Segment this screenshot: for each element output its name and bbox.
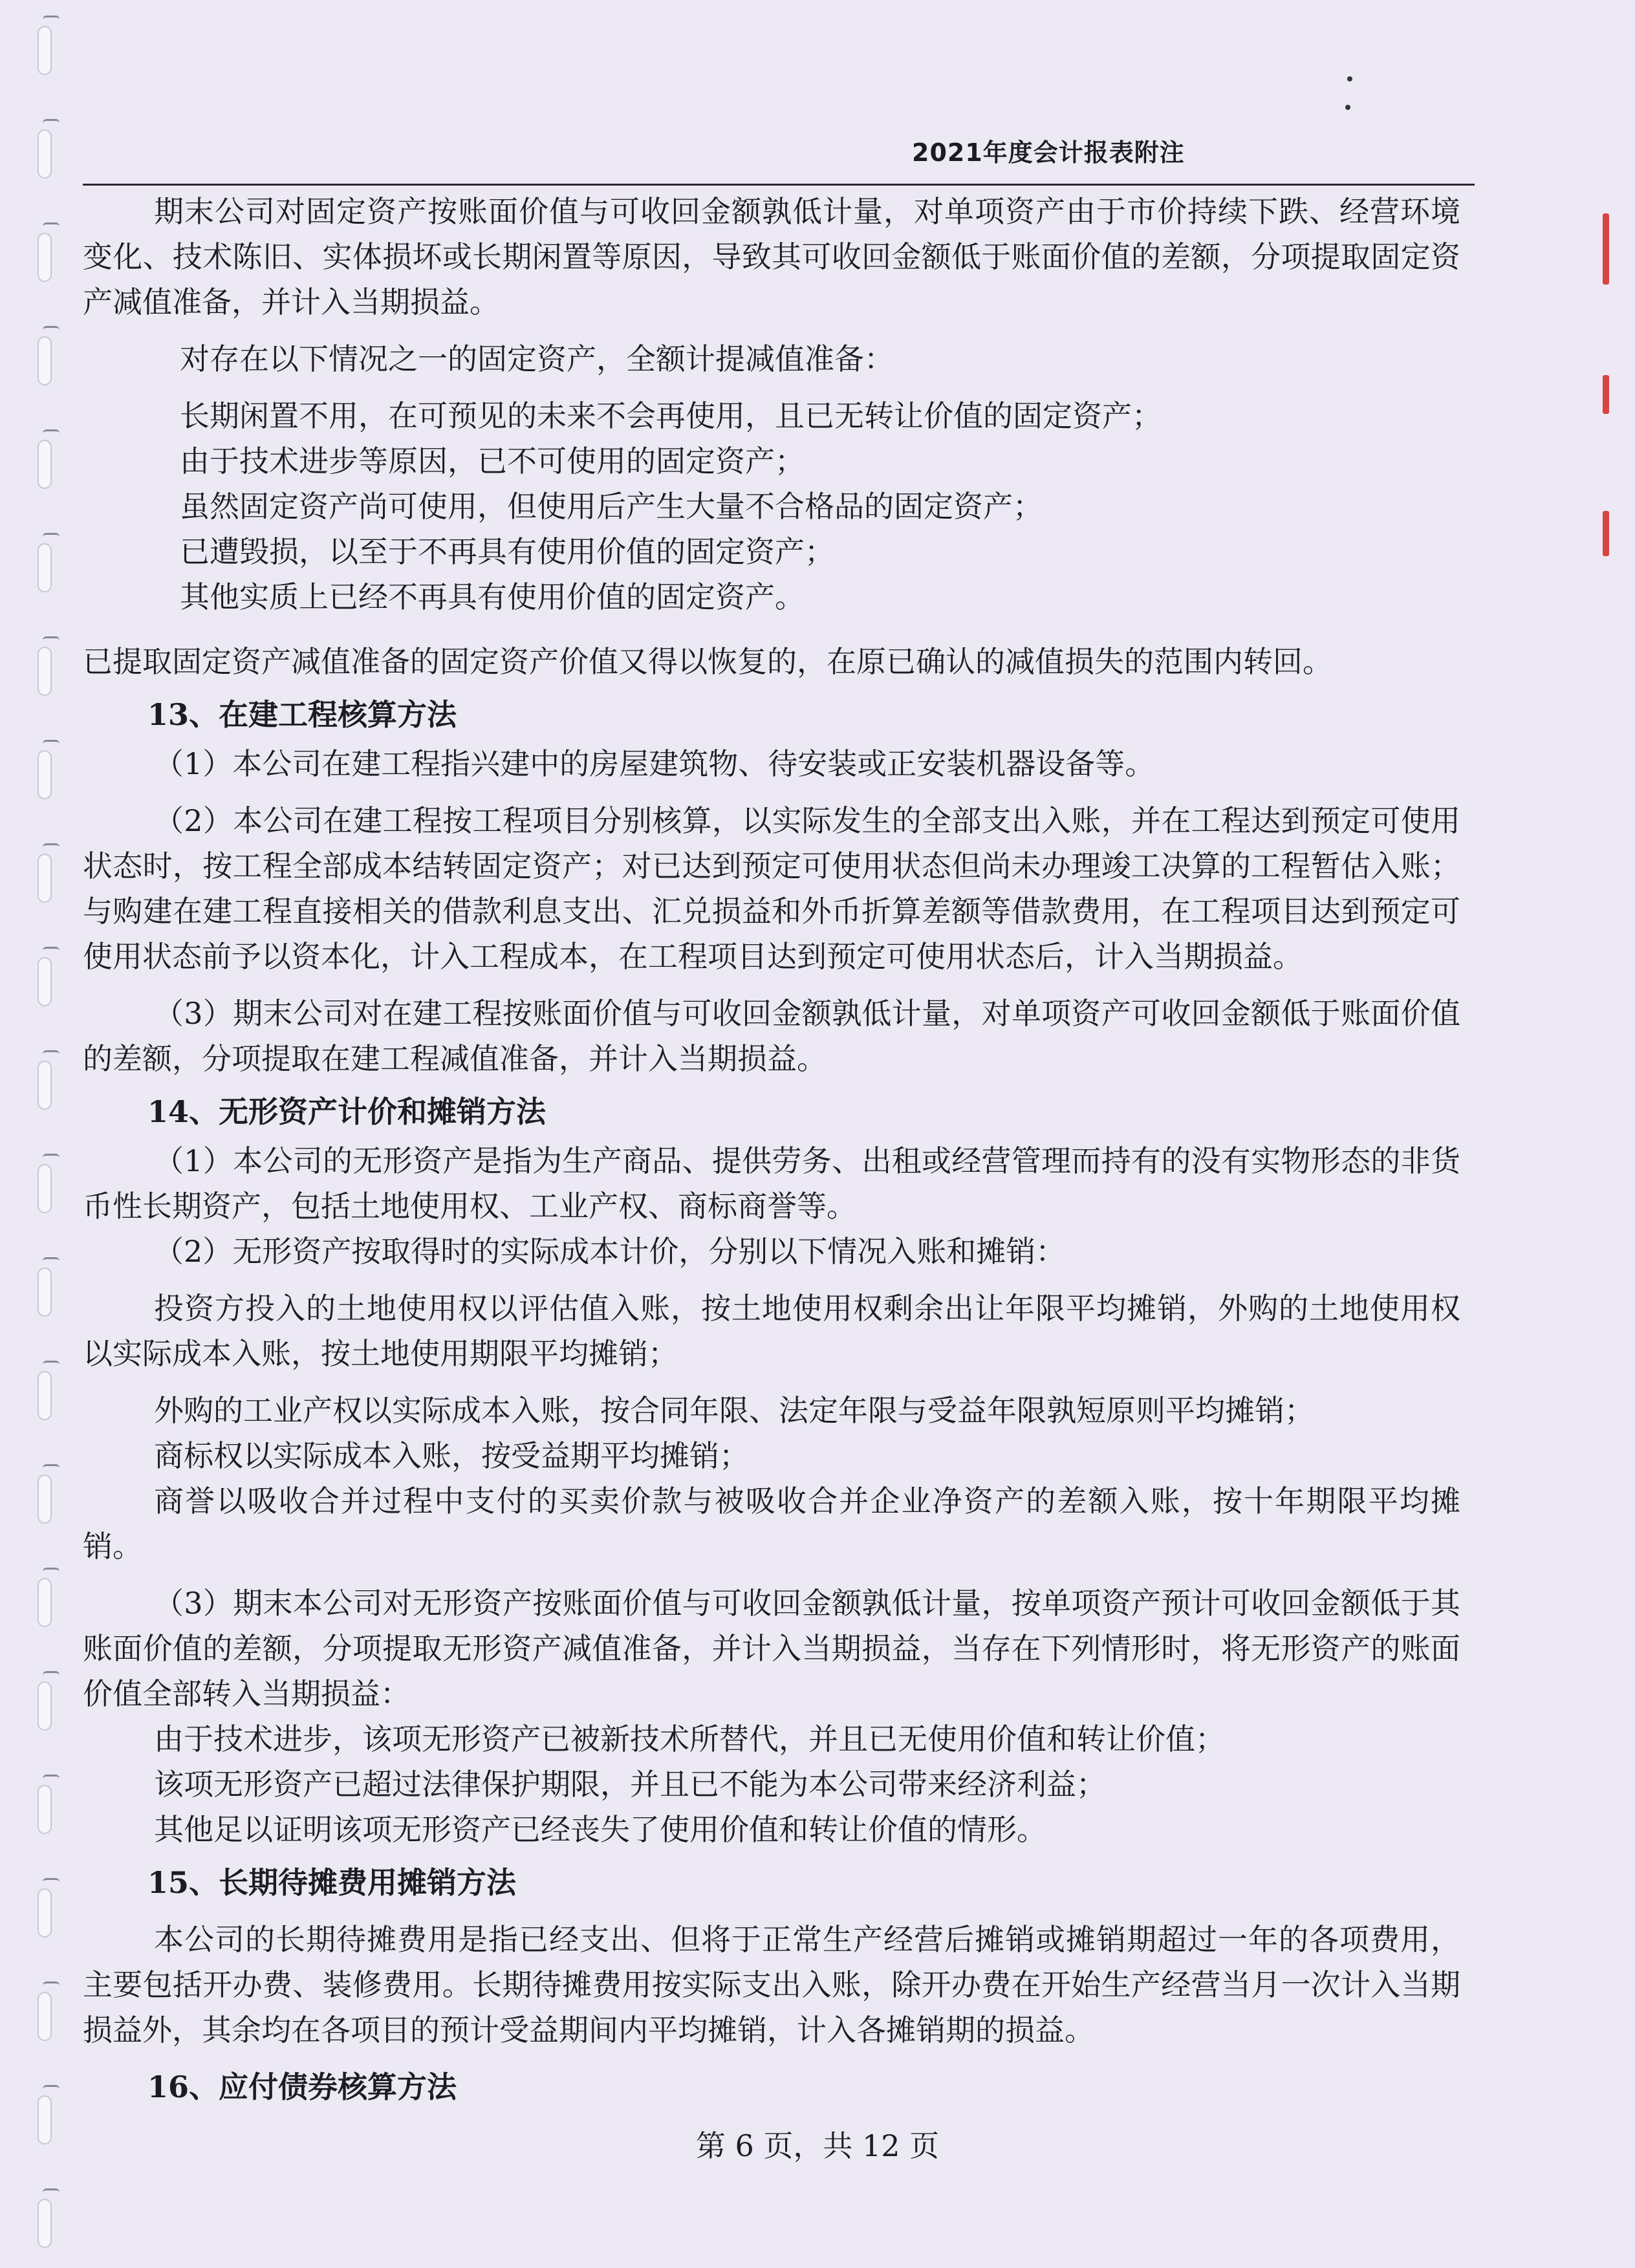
paragraph: 已提取固定资产减值准备的固定资产价值又得以恢复的，在原已确认的减值损失的范围内转回。 — [83, 644, 1332, 679]
scan-speck — [1345, 105, 1350, 110]
binding-hole — [38, 1681, 52, 1731]
section-heading-15: 15、长期待摊费用摊销方法 — [147, 1865, 517, 1900]
binding-hole — [38, 543, 52, 592]
binding-hole — [38, 233, 52, 282]
paragraph: （1）本公司在建工程指兴建中的房屋建筑物、待安装或正安装机器设备等。 — [154, 746, 1155, 781]
binding-hole — [38, 1371, 52, 1420]
paragraph: （3）期末公司对在建工程按账面价值与可收回金额孰低计量，对单项资产可收回金额低于账面价值的差额，分项提取在建工程减值准备，并计入当期损益。 — [83, 996, 1460, 1076]
list-item: 其他实质上已经不再具有使用价值的固定资产。 — [180, 579, 805, 614]
binding-hole — [38, 1164, 52, 1213]
binding-hole — [38, 26, 52, 75]
page-header-title: 2021年度会计报表附注 — [912, 138, 1185, 167]
section-heading-14: 14、无形资产计价和摊销方法 — [147, 1094, 547, 1129]
binding-hole — [38, 1888, 52, 1938]
page-footer-number: 第 6 页，共 12 页 — [695, 2128, 940, 2163]
header-rule — [83, 184, 1475, 186]
binding-hole — [38, 2199, 52, 2248]
binding-hole — [38, 957, 52, 1006]
binding-hole — [38, 440, 52, 489]
list-item: 由于技术进步，该项无形资产已被新技术所替代，并且已无使用价值和转让价值； — [154, 1722, 1225, 1756]
paragraph: 商誉以吸收合并过程中支付的买卖价款与被吸收合并企业净资产的差额入账，按十年期限平均摊销。 — [83, 1484, 1460, 1564]
list-item: 该项无形资产已超过法律保护期限，并且已不能为本公司带来经济利益； — [154, 1767, 1106, 1802]
paragraph: 外购的工业产权以实际成本入账，按合同年限、法定年限与受益年限孰短原则平均摊销； — [154, 1393, 1314, 1428]
list-item: 虽然固定资产尚可使用，但使用后产生大量不合格品的固定资产； — [180, 489, 1043, 524]
paragraph: 投资方投入的土地使用权以评估值入账，按土地使用权剩余出让年限平均摊销，外购的土地使用权以实际成本入账，按土地使用期限平均摊销； — [83, 1291, 1460, 1371]
paragraph: 本公司的长期待摊费用是指已经支出、但将于正常生产经营后摊销或摊销期超过一年的各项费用，主要包括开办费、装修费用。长期待摊费用按实际支出入账，除开办费在开始生产经营当月一次计入当期损益外，其余均在各项目的预计受益期间内平均摊销，计入各摊销期的损益。 — [83, 1922, 1460, 2047]
binding-hole — [38, 1474, 52, 1524]
paragraph: 期末公司对固定资产按账面价值与可收回金额孰低计量，对单项资产由于市价持续下跌、经营环境变化、技术陈旧、实体损坏或长期闲置等原因，导致其可收回金额低于账面价值的差额，分项提取固定资产减值准备，并计入当期损益。 — [83, 194, 1460, 319]
binding-hole — [38, 750, 52, 799]
paragraph: （2）无形资产按取得时的实际成本计价，分别以下情况入账和摊销： — [154, 1234, 1066, 1269]
binding-hole — [38, 1268, 52, 1317]
list-item: 长期闲置不用，在可预见的未来不会再使用，且已无转让价值的固定资产； — [180, 398, 1162, 433]
binding-holes — [12, 0, 70, 2268]
paragraph: 对存在以下情况之一的固定资产，全额计提减值准备： — [180, 341, 894, 376]
binding-hole — [38, 129, 52, 178]
section-heading-16: 16、应付债券核算方法 — [147, 2069, 457, 2104]
binding-hole — [38, 1992, 52, 2041]
section-heading-13: 13、在建工程核算方法 — [147, 697, 457, 732]
paragraph: （2）本公司在建工程按工程项目分别核算，以实际发生的全部支出入账，并在工程达到预定可使用状态时，按工程全部成本结转固定资产；对已达到预定可使用状态但尚未办理竣工决算的工程暂估入账；与购建在建工程直接相关的借款利息支出、汇兑损益和外币折算差额等借款费用，在工程项目达到预定可使用状态前予以资本化，计入工程成本，在工程项目达到预定可使用状态后，计入当期损益。 — [83, 803, 1460, 974]
list-item: 其他足以证明该项无形资产已经丧失了使用价值和转让价值的情形。 — [154, 1812, 1046, 1847]
paragraph: （3）期末本公司对无形资产按账面价值与可收回金额孰低计量，按单项资产预计可收回金额低于其账面价值的差额，分项提取无形资产减值准备，并计入当期损益，当存在下列情形时，将无形资产的账面价值全部转入当期损益： — [83, 1586, 1460, 1711]
list-item: 已遭毁损，以至于不再具有使用价值的固定资产； — [180, 534, 834, 569]
paragraph: （1）本公司的无形资产是指为生产商品、提供劳务、出租或经营管理而持有的没有实物形态的非货币性长期资产，包括土地使用权、工业产权、商标商誉等。 — [83, 1143, 1460, 1224]
binding-hole — [38, 1785, 52, 1834]
binding-hole — [38, 336, 52, 385]
binding-hole — [38, 647, 52, 696]
paragraph: 商标权以实际成本入账，按受益期平均摊销； — [154, 1438, 749, 1473]
binding-hole — [38, 854, 52, 903]
document-body — [83, 189, 1460, 2113]
scan-speck — [1347, 76, 1352, 81]
list-item: 由于技术进步等原因，已不可使用的固定资产； — [180, 444, 805, 479]
binding-hole — [38, 1578, 52, 1627]
red-edge-marks — [1603, 213, 1612, 576]
binding-hole — [38, 1061, 52, 1110]
